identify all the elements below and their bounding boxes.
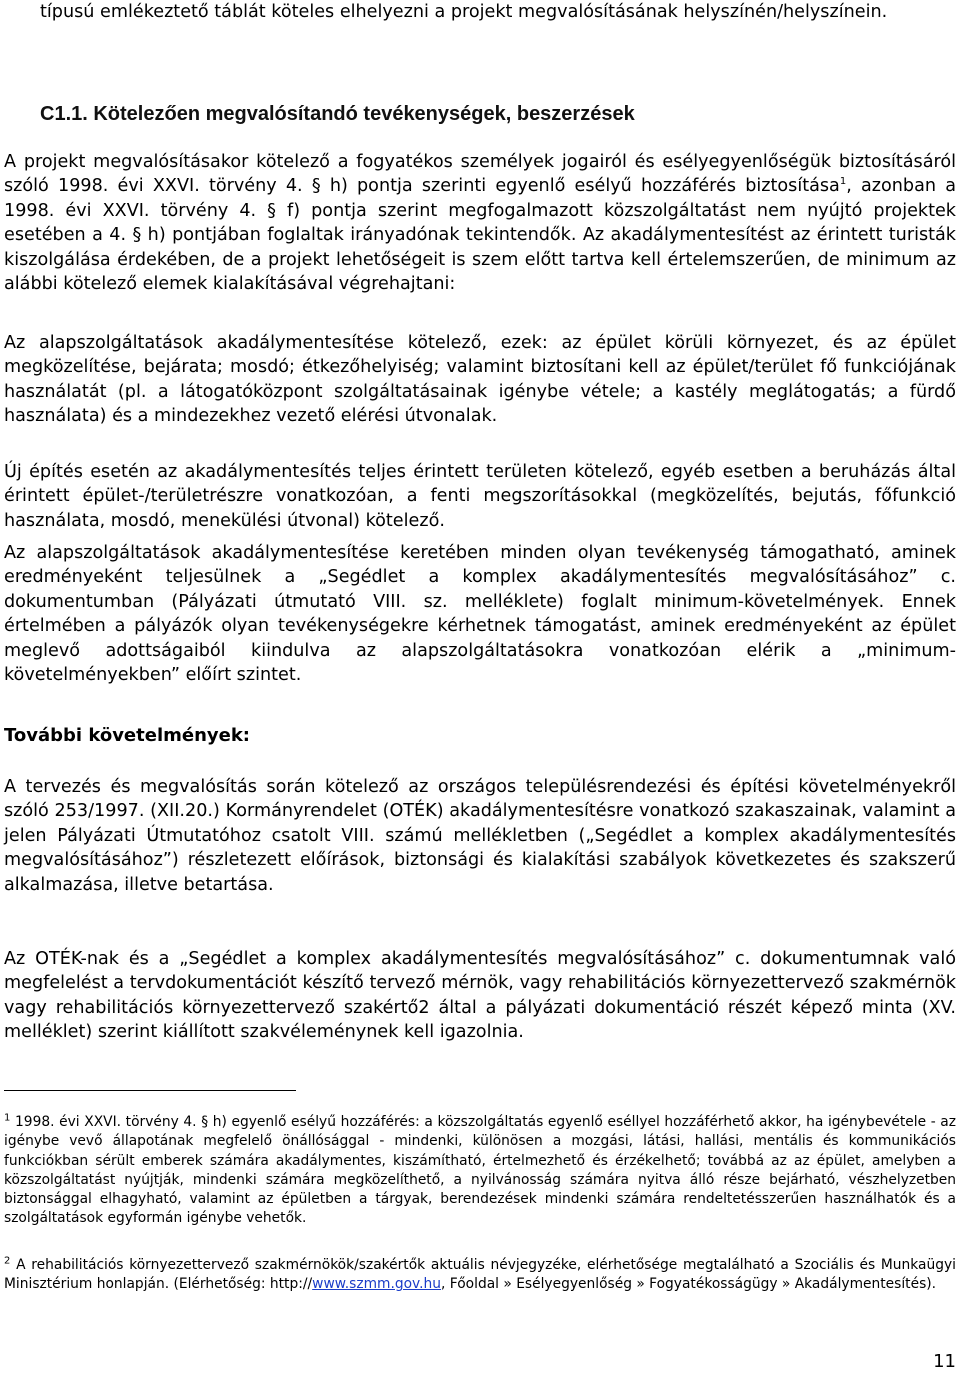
ministry-website-link[interactable]: www.szmm.gov.hu — [312, 1276, 442, 1293]
footnote-text: 1998. évi XXVI. törvény 4. § h) egyenlő esélyű hozzáférés: a közszolgáltatás egyenlő eséllyel hozzáférhető akkor, ha igénybevétele - az igénybe vevő állapotának megfelelő önállósággal - mindenki, különösen a mozgási, látási, hallási, mentális és kommunikációs funkciókban sérült emberek számára akadálymentes, kiszámítható, értelmezhető és érzékelhető; továbbá az az épület, amelyben a közszolgáltatást nyújtják, mindenki számára megközelíthető, a nyilvánosság számára nyitva álló része bejárható, vészhelyzetben biztonsággal elhagyható, valamint az épületben a tárgyak, berendezések mindenki számára rendeltetésszerűen használhatók és a szolgáltatások egyformán igénybe vehetők. — [4, 1114, 956, 1227]
footnote-separator — [4, 1090, 296, 1091]
paragraph-basic-services: Az alapszolgáltatások akadálymentesítése kötelező, ezek: az épület körüli környezet, és az épület megközelítése, bejárata; mosdó; étkezőhelyiség; valamint biztosítani kell az épület/terület fő funkciójának használatát (pl. a látogatóközpont szolgáltatásainak igénybe vétele; a kastély meglátogatás; a fürdő használata) és a mindezekhez vezető elérési útvonalak. — [4, 333, 956, 427]
paragraph-otek-requirements: A tervezés és megvalósítás során kötelező az országos településrendezési és építési követelményekről szóló 253/1997. (XII.20.) Kormányrendelet (OTÉK) akadálymentesítésre vonatkozó szakaszainak, valamint a jelen Pályázati Útmutatóhoz csatolt VIII. számú mellékletben („Segédlet a komplex akadálymentesítés megvalósításához”) részletezett előírások, biztonsági és kialakítási szabályok következetes és szakszerű alkalmazása, illetve betartása. — [4, 777, 956, 895]
page-number: 11 — [933, 1351, 956, 1372]
footnote-2 — [4, 1256, 956, 1295]
paragraph-accessibility-law — [4, 150, 956, 296]
footnote-number: 2 — [4, 1255, 11, 1267]
paragraph-text: A projekt megvalósításakor kötelező a fogyatékos személyek jogairól és esélyegyenlőségük biztosításáról szóló 1998. évi XXVI. törvény 4. § h) pontja szerinti egyenlő esélyű hozzáférés biztosítása — [4, 152, 956, 197]
paragraph-expert-opinion: Az OTÉK-nak és a „Segédlet a komplex akadálymentesítés megvalósításához” c. dokumentumnak való megfelelést a tervdokumentációt készítő tervező mérnök, vagy rehabilitációs környezettervező szakmérnök vagy rehabilitációs környezettervező szakértő2 által a pályázati dokumentáció részét képező minta (XV. melléklet) szerint kiállított szakvéleménynek kell igazolnia. — [4, 949, 956, 1043]
paragraph-new-construction: Új építés esetén az akadálymentesítés teljes érintett területen kötelező, egyéb esetben a beruházás által érintett épület-/területrészre vonatkozóan, a fenti megszorításokkal (megközelítés, bejutás, főfunkció használata, mosdó, menekülési útvonal) kötelező. — [4, 462, 956, 531]
footnote-text: , Főoldal » Esélyegyenlőség » Fogyatékosságügy » Akadálymentesítés). — [441, 1276, 937, 1293]
paragraph-text: , azonban a 1998. évi XXVI. törvény 4. § f) pontja szerint megfogalmazott közszolgáltatást nem nyújtó projektek esetében a 4. § h) pontjában foglaltak irányadónak tekintendők. Az akadálymentesítést az érintett turisták kiszolgálása érdekében, de a projekt lehetőségeit is szem előtt tartva kell értelemszerűen, de minimum az alábbi kötelező elemek kialakításával végrehajtani: — [4, 176, 956, 295]
carryover-paragraph: típusú emlékeztető táblát köteles elhelyezni a projekt megvalósításának helyszínén/helyszínein. — [40, 2, 888, 22]
section-heading: C1.1. Kötelezően megvalósítandó tevékenységek, beszerzések — [40, 103, 635, 125]
footnote-1 — [4, 1113, 956, 1229]
paragraph-minimum-requirements: Az alapszolgáltatások akadálymentesítése keretében minden olyan tevékenység támogatható, aminek eredményeként teljesülnek a „Segédlet a komplex akadálymentesítés megvalósításához” c. dokumentumban (Pályázati útmutató VIII. sz. melléklete) foglalt minimum-követelmények. Ennek értelmében a pályázók olyan tevékenységekre kérhetnek támogatást, aminek eredményeként az épület meglevő adottságaiból kiindulva az alapszolgáltatásokra vonatkozóan elérik a „minimum-követelményekben” előírt szintet. — [4, 543, 956, 686]
footnote-text: A rehabilitációs környezettervező szakmérnökök/szakértők aktuális névjegyzéke, elérhetősége megtalálható a Szociális és Munkaügyi Minisztérium honlapján. (Elérhetőség: http:// — [4, 1257, 956, 1293]
footnote-reference[interactable]: 1 — [839, 176, 847, 188]
footnote-number: 1 — [4, 1112, 11, 1124]
subheading-further-requirements: További követelmények: — [4, 725, 251, 746]
